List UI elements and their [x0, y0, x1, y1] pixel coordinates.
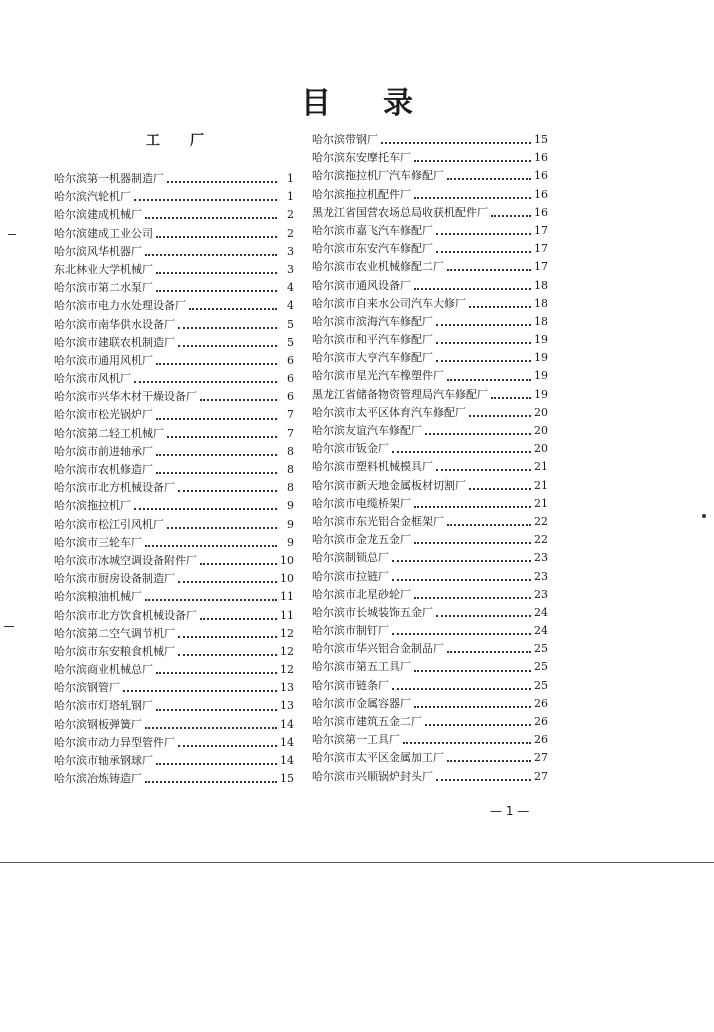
section-heading: [146, 130, 204, 150]
dot-leader: [392, 449, 531, 453]
toc-entry-page: 20: [534, 405, 548, 419]
toc-entry: [54, 552, 294, 570]
toc-entry-name: 哈尔滨市钣金厂: [312, 442, 389, 456]
toc-entry: [54, 388, 294, 406]
toc-entry-page: 17: [534, 223, 548, 237]
dot-leader: [436, 613, 531, 617]
dot-leader: [392, 558, 531, 562]
dot-leader: [414, 704, 531, 708]
toc-entry-page: 24: [534, 605, 548, 619]
dot-leader: [436, 322, 531, 326]
toc-entry: [54, 643, 294, 661]
dot-leader: [469, 413, 531, 417]
toc-entry: [54, 370, 294, 388]
toc-entry-name: 哈尔滨市建联农机制造厂: [54, 335, 175, 349]
dot-leader: [414, 540, 531, 544]
dot-leader: [156, 361, 277, 365]
toc-entry: [54, 170, 294, 188]
dot-leader: [145, 543, 277, 547]
toc-entry: [54, 734, 294, 752]
toc-entry: [312, 167, 548, 185]
dot-leader: [425, 722, 531, 726]
toc-entry: [312, 458, 548, 476]
toc-entry: [54, 334, 294, 352]
toc-entry-page: 22: [534, 533, 548, 547]
toc-entry: [312, 149, 548, 167]
toc-entry-name: 哈尔滨建成工业公司: [54, 226, 153, 240]
toc-entry: [312, 622, 548, 640]
dot-leader: [156, 707, 277, 711]
dot-leader: [491, 395, 531, 399]
toc-entry-name: 黑龙江省储备物资管理局汽车修配厂: [312, 387, 488, 401]
toc-entry: [312, 240, 548, 258]
toc-entry-page: 14: [280, 717, 294, 731]
dot-leader: [392, 686, 531, 690]
toc-entry: [312, 495, 548, 513]
toc-entry-name: 哈尔滨市电缆桥架厂: [312, 496, 411, 510]
toc-entry: [312, 131, 548, 149]
dot-leader: [200, 616, 277, 620]
toc-entry-name: 东北林业大学机械厂: [54, 262, 153, 276]
scan-mark: [8, 234, 16, 235]
toc-entry-name: 哈尔滨市自来水公司汽车大修厂: [312, 296, 466, 310]
toc-entry: [312, 222, 548, 240]
toc-entry-name: 哈尔滨市金属容器厂: [312, 696, 411, 710]
dot-leader: [425, 431, 531, 435]
toc-entry: [312, 404, 548, 422]
toc-entry-name: 哈尔滨带钢厂: [312, 133, 378, 146]
dot-leader: [414, 195, 531, 199]
toc-entry: [54, 279, 294, 297]
toc-entry-page: 16: [534, 187, 548, 201]
toc-entry-page: 26: [534, 696, 548, 710]
toc-entry-page: 13: [280, 699, 294, 713]
toc-entry-page: 3: [287, 244, 294, 258]
toc-entry-page: 10: [280, 553, 294, 567]
toc-entry-page: 20: [534, 442, 548, 456]
toc-entry-page: 13: [280, 681, 294, 695]
dot-leader: [167, 525, 277, 529]
toc-entry-name: 哈尔滨市太平区体育汽车修配厂: [312, 405, 466, 419]
toc-entry-name: 哈尔滨市冰城空调设备附件厂: [54, 553, 197, 567]
toc-entry-page: 19: [534, 333, 548, 347]
dot-leader: [134, 379, 277, 383]
toc-entry-name: 哈尔滨市星光汽车橡塑件厂: [312, 369, 444, 383]
toc-entry-name: 哈尔滨东安摩托车厂: [312, 151, 411, 165]
toc-entry-name: 哈尔滨市链条厂: [312, 678, 389, 692]
toc-entry-page: 23: [534, 587, 548, 601]
dot-leader: [381, 140, 531, 144]
toc-entry-page: 27: [534, 751, 548, 765]
toc-right-column: [312, 131, 548, 786]
toc-entry: [54, 406, 294, 424]
toc-entry-page: 16: [534, 205, 548, 219]
toc-entry-name: 哈尔滨冶炼铸造厂: [54, 772, 142, 786]
toc-entry: [54, 497, 294, 515]
toc-entry-name: 哈尔滨市东光铝合金框架厂: [312, 514, 444, 528]
toc-entry: [54, 679, 294, 697]
toc-entry: [54, 516, 294, 534]
toc-entry: [312, 277, 548, 295]
toc-entry-page: 12: [280, 663, 294, 677]
toc-entry: [312, 513, 548, 531]
toc-entry-page: 8: [287, 481, 294, 495]
dot-leader: [145, 725, 277, 729]
dot-leader: [447, 267, 531, 271]
toc-entry: [312, 768, 548, 786]
toc-entry-page: 8: [287, 444, 294, 458]
dot-leader: [414, 504, 531, 508]
toc-entry-page: 12: [280, 626, 294, 640]
toc-entry: [54, 570, 294, 588]
dot-leader: [178, 743, 277, 747]
dot-leader: [145, 252, 277, 256]
toc-entry-page: 17: [534, 260, 548, 274]
toc-entry-name: 黑龙江省国营农场总局收获机配件厂: [312, 205, 488, 219]
title-char-1: 目: [301, 86, 331, 121]
toc-entry-page: 18: [534, 314, 548, 328]
dot-leader: [156, 416, 277, 420]
dot-leader: [414, 158, 531, 162]
toc-entry: [312, 731, 548, 749]
toc-entry: [312, 331, 548, 349]
scan-mark: [702, 514, 706, 518]
toc-entry-name: 哈尔滨市农机修造厂: [54, 463, 153, 476]
toc-entry-page: 9: [287, 499, 294, 513]
toc-entry: [312, 386, 548, 404]
toc-entry: [312, 258, 548, 276]
toc-entry-name: 哈尔滨市制钉厂: [312, 624, 389, 638]
toc-entry: [54, 206, 294, 224]
toc-entry-name: 哈尔滨建成机械厂: [54, 208, 142, 222]
toc-entry-name: 哈尔滨市大亨汽车修配厂: [312, 351, 433, 365]
toc-entry: [54, 425, 294, 443]
toc-entry-page: 27: [534, 769, 548, 783]
toc-entry: [312, 677, 548, 695]
toc-entry-name: 哈尔滨市电力水处理设备厂: [54, 299, 186, 313]
dot-leader: [447, 377, 531, 381]
toc-entry-name: 哈尔滨市灯塔轧钢厂: [54, 699, 153, 713]
toc-entry: [54, 297, 294, 315]
title-char-2: 录: [383, 86, 413, 121]
dot-leader: [436, 358, 531, 362]
dot-leader: [469, 486, 531, 490]
toc-entry-page: 21: [534, 496, 548, 510]
toc-entry-name: 哈尔滨第一机器制造厂: [54, 172, 164, 185]
toc-entry-page: 26: [534, 733, 548, 747]
toc-entry-page: 7: [287, 408, 294, 422]
toc-entry-page: 6: [287, 353, 294, 367]
dot-leader: [178, 579, 277, 583]
toc-entry-name: 哈尔滨拖拉机配件厂: [312, 187, 411, 201]
toc-entry-name: 哈尔滨市新天地金属板材切割厂: [312, 478, 466, 492]
toc-entry-page: 9: [287, 517, 294, 531]
toc-entry-page: 22: [534, 514, 548, 528]
toc-entry-name: 哈尔滨市和平汽车修配厂: [312, 333, 433, 347]
toc-entry: [54, 443, 294, 461]
toc-entry-page: 9: [287, 535, 294, 549]
toc-entry-name: 哈尔滨市华兴铝合金制品厂: [312, 642, 444, 656]
dot-leader: [414, 668, 531, 672]
scan-mark: [4, 626, 14, 627]
toc-entry-name: 哈尔滨市通用风机厂: [54, 353, 153, 367]
toc-entry: [312, 549, 548, 567]
toc-entry: [312, 586, 548, 604]
dot-leader: [436, 467, 531, 471]
toc-entry-name: 哈尔滨市风机厂: [54, 372, 131, 386]
toc-entry-page: 6: [287, 390, 294, 404]
toc-entry-name: 哈尔滨第二空气调节机厂: [54, 626, 175, 640]
toc-left-column: [54, 170, 294, 788]
dot-leader: [436, 340, 531, 344]
dot-leader: [145, 779, 277, 783]
toc-entry-name: 哈尔滨市东安粮食机械厂: [54, 644, 175, 658]
toc-entry-name: 哈尔滨市松光锅炉厂: [54, 408, 153, 422]
toc-entry-name: 哈尔滨汽轮机厂: [54, 190, 131, 204]
toc-entry-page: 4: [287, 299, 294, 313]
toc-entry-page: 3: [287, 262, 294, 276]
toc-entry-page: 4: [287, 281, 294, 295]
section-char-2: 厂: [190, 133, 204, 149]
toc-entry-page: 1: [287, 190, 294, 204]
toc-entry-name: 哈尔滨市兴顺锅炉封头厂: [312, 769, 433, 783]
toc-entry: [54, 752, 294, 770]
toc-entry-page: 2: [287, 226, 294, 240]
toc-entry: [312, 749, 548, 767]
toc-entry: [312, 204, 548, 222]
toc-entry-page: 14: [280, 754, 294, 767]
toc-entry-page: 23: [534, 551, 548, 565]
toc-entry: [312, 568, 548, 586]
toc-entry: [54, 534, 294, 552]
toc-entry-name: 哈尔滨市三轮车厂: [54, 535, 142, 549]
toc-entry: [312, 640, 548, 658]
toc-entry-page: 11: [280, 608, 294, 622]
toc-entry: [312, 367, 548, 385]
toc-entry: [312, 313, 548, 331]
dot-leader: [469, 304, 531, 308]
toc-entry: [54, 625, 294, 643]
toc-entry-name: 哈尔滨市建筑五金二厂: [312, 715, 422, 728]
dot-leader: [156, 234, 277, 238]
toc-entry-page: 16: [534, 169, 548, 183]
page-title: [0, 78, 714, 122]
toc-entry-name: 哈尔滨粮油机械厂: [54, 590, 142, 604]
toc-entry: [54, 461, 294, 479]
toc-entry-page: 19: [534, 351, 548, 365]
toc-entry-name: 哈尔滨第一工具厂: [312, 733, 400, 747]
toc-entry-page: 16: [534, 151, 548, 165]
toc-entry-page: 18: [534, 278, 548, 292]
dot-leader: [156, 761, 277, 765]
toc-entry-name: 哈尔滨市滨海汽车修配厂: [312, 314, 433, 328]
toc-entry-page: 17: [534, 242, 548, 256]
dot-leader: [414, 286, 531, 290]
dot-leader: [156, 270, 277, 274]
toc-entry-name: 哈尔滨市嘉飞汽车修配厂: [312, 223, 433, 237]
toc-entry-name: 哈尔滨钢板弹簧厂: [54, 717, 142, 731]
dot-leader: [447, 522, 531, 526]
dot-leader: [436, 249, 531, 253]
toc-entry-page: 25: [534, 642, 548, 656]
dot-leader: [447, 176, 531, 180]
toc-entry-name: 哈尔滨市北方机械设备厂: [54, 481, 175, 495]
dot-leader: [178, 325, 277, 329]
toc-entry-name: 哈尔滨市通风设备厂: [312, 278, 411, 292]
toc-entry: [54, 225, 294, 243]
toc-entry-name: 哈尔滨商业机械总厂: [54, 663, 153, 677]
dot-leader: [414, 595, 531, 599]
dot-leader: [134, 506, 277, 510]
toc-entry: [54, 607, 294, 625]
toc-entry-page: 21: [534, 478, 548, 492]
toc-entry: [312, 695, 548, 713]
toc-entry: [54, 316, 294, 334]
toc-entry-page: 20: [534, 424, 548, 437]
toc-entry-name: 哈尔滨友谊汽车修配厂: [312, 424, 422, 437]
toc-entry-page: 21: [534, 460, 548, 474]
section-char-1: 工: [146, 133, 160, 149]
toc-entry: [312, 295, 548, 313]
toc-entry-name: 哈尔滨拖拉机厂: [54, 499, 131, 513]
toc-entry-name: 哈尔滨市前进轴承厂: [54, 444, 153, 458]
toc-entry-name: 哈尔滨市北方饮食机械设备厂: [54, 608, 197, 622]
dot-leader: [436, 777, 531, 781]
toc-entry-page: 12: [280, 644, 294, 658]
toc-entry-page: 5: [287, 335, 294, 349]
toc-entry-page: 25: [534, 678, 548, 692]
toc-entry: [54, 716, 294, 734]
toc-entry-page: 7: [287, 426, 294, 440]
toc-entry-page: 1: [287, 172, 294, 185]
dot-leader: [167, 434, 277, 438]
toc-entry: [312, 186, 548, 204]
toc-entry-name: 哈尔滨市长城装饰五金厂: [312, 605, 433, 619]
toc-entry-name: 哈尔滨市金龙五金厂: [312, 533, 411, 547]
toc-entry-name: 哈尔滨市松江引风机厂: [54, 517, 164, 531]
page-number: — 1 —: [490, 804, 530, 818]
toc-entry-page: 25: [534, 660, 548, 674]
toc-entry: [312, 604, 548, 622]
toc-entry: [54, 588, 294, 606]
dot-leader: [392, 577, 531, 581]
toc-entry-name: 哈尔滨市厨房设备制造厂: [54, 572, 175, 586]
toc-entry-name: 哈尔滨市农业机械修配二厂: [312, 260, 444, 274]
toc-entry: [54, 261, 294, 279]
toc-entry: [312, 440, 548, 458]
toc-entry: [54, 479, 294, 497]
toc-entry-page: 24: [534, 624, 548, 638]
dot-leader: [436, 231, 531, 235]
toc-entry-page: 19: [534, 369, 548, 383]
toc-entry-page: 5: [287, 317, 294, 331]
toc-entry: [54, 243, 294, 261]
dot-leader: [491, 213, 531, 217]
toc-entry-name: 哈尔滨市第二水泵厂: [54, 281, 153, 295]
toc-entry-page: 6: [287, 372, 294, 386]
dot-leader: [145, 597, 277, 601]
toc-entry: [54, 697, 294, 715]
toc-entry-page: 23: [534, 569, 548, 583]
dot-leader: [167, 179, 277, 183]
dot-leader: [145, 215, 277, 219]
dot-leader: [178, 488, 277, 492]
toc-entry-name: 哈尔滨市拉链厂: [312, 569, 389, 583]
dot-leader: [156, 670, 277, 674]
dot-leader: [134, 197, 277, 201]
toc-entry-name: 哈尔滨制锁总厂: [312, 551, 389, 565]
toc-entry: [312, 477, 548, 495]
toc-entry-name: 哈尔滨风华机器厂: [54, 244, 142, 258]
toc-entry-name: 哈尔滨市动力异型管件厂: [54, 735, 175, 749]
toc-entry: [54, 352, 294, 370]
toc-entry-page: 10: [280, 572, 294, 586]
dot-leader: [189, 306, 277, 310]
toc-entry-name: 哈尔滨第二轻工机械厂: [54, 426, 164, 440]
toc-entry-page: 15: [280, 772, 294, 786]
toc-entry: [312, 349, 548, 367]
toc-entry-page: 14: [280, 735, 294, 749]
dot-leader: [447, 758, 531, 762]
toc-entry: [54, 188, 294, 206]
toc-entry-page: 15: [534, 133, 548, 146]
toc-entry-name: 哈尔滨市第五工具厂: [312, 660, 411, 674]
toc-entry: [312, 658, 548, 676]
dot-leader: [178, 634, 277, 638]
dot-leader: [403, 740, 531, 744]
toc-entry: [54, 770, 294, 788]
dot-leader: [200, 561, 277, 565]
dot-leader: [392, 631, 531, 635]
dot-leader: [156, 288, 277, 292]
toc-entry-name: 哈尔滨钢管厂: [54, 681, 120, 695]
toc-entry: [312, 531, 548, 549]
toc-entry-page: 8: [287, 463, 294, 476]
dot-leader: [156, 452, 277, 456]
toc-entry-name: 哈尔滨市北星砂轮厂: [312, 587, 411, 601]
toc-entry-name: 哈尔滨市兴华木材干燥设备厂: [54, 390, 197, 404]
toc-entry-page: 2: [287, 208, 294, 222]
toc-entry-page: 18: [534, 296, 548, 310]
toc-entry-name: 哈尔滨拖拉机厂汽车修配厂: [312, 169, 444, 183]
dot-leader: [123, 688, 277, 692]
dot-leader: [447, 649, 531, 653]
toc-entry-name: 哈尔滨市塑料机械模具厂: [312, 460, 433, 474]
toc-entry-name: 哈尔滨市东安汽车修配厂: [312, 242, 433, 256]
toc-entry-page: 11: [280, 590, 294, 604]
toc-entry-name: 哈尔滨市轴承钢球厂: [54, 754, 153, 767]
toc-entry: [312, 713, 548, 731]
toc-entry: [312, 422, 548, 440]
toc-entry-page: 26: [534, 715, 548, 728]
toc-entry: [54, 661, 294, 679]
toc-entry-name: 哈尔滨市太平区金属加工厂: [312, 751, 444, 765]
dot-leader: [200, 397, 277, 401]
dot-leader: [178, 343, 277, 347]
dot-leader: [178, 652, 277, 656]
scan-line: [0, 862, 714, 863]
toc-entry-name: 哈尔滨市南华供水设备厂: [54, 317, 175, 331]
toc-entry-page: 19: [534, 387, 548, 401]
dot-leader: [156, 470, 277, 474]
